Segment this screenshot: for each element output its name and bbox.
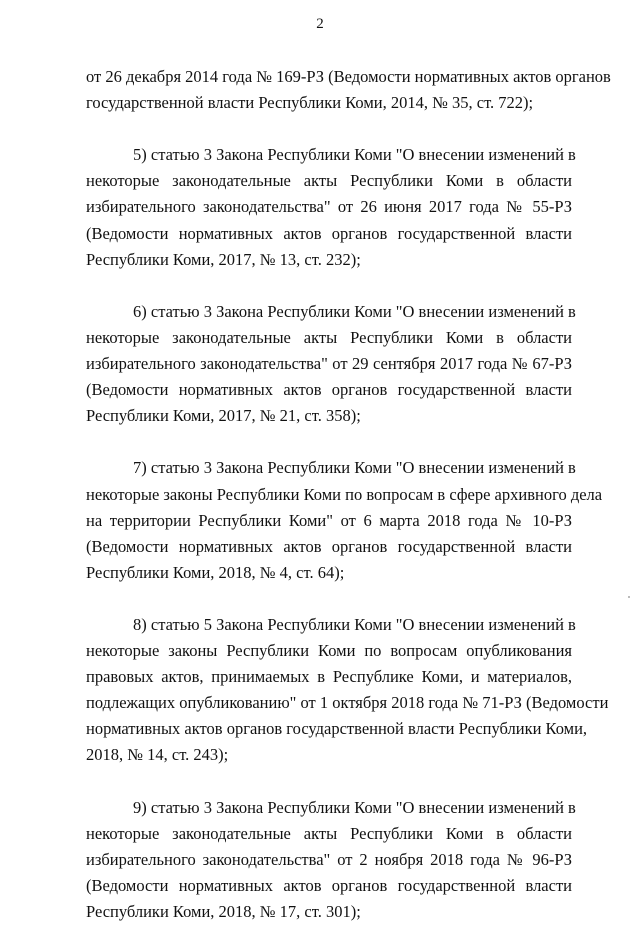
text-line: подлежащих опубликованию" от 1 октября 2018 года № 71-РЗ (Ведомости	[86, 693, 609, 713]
document-body	[86, 64, 611, 925]
text-line: избирательного законодательства" от 2 ноября 2018 года № 96-РЗ	[86, 849, 572, 869]
scan-artifact	[628, 596, 630, 598]
text-line: государственной власти Республики Коми, 2014, № 35, ст. 722);	[86, 93, 534, 113]
text-line: от 26 декабря 2014 года № 169-РЗ (Ведомости нормативных актов органов	[86, 67, 611, 86]
paragraph-first-line: 6) статью 3 Закона Республики Коми "О внесении изменений в	[133, 301, 576, 321]
text-line: (Ведомости нормативных актов органов государственной власти	[86, 875, 572, 895]
text-line: Республики Коми, 2018, № 4, ст. 64);	[86, 562, 345, 582]
text-line: Республики Коми, 2018, № 17, ст. 301);	[86, 902, 361, 921]
text-line: избирательного законодательства" от 26 июня 2017 года № 55-РЗ	[86, 197, 572, 217]
text-line: на территории Республики Коми" от 6 марта 2018 года № 10-РЗ	[86, 510, 572, 530]
text-line: (Ведомости нормативных актов органов государственной власти	[86, 536, 572, 556]
text-line: нормативных актов органов государственной власти Республики Коми,	[86, 719, 588, 739]
text-line: (Ведомости нормативных актов органов государственной власти	[86, 223, 572, 243]
text-line: избирательного законодательства" от 29 сентября 2017 года № 67-РЗ	[86, 354, 572, 374]
text-line: Республики Коми, 2017, № 13, ст. 232);	[86, 249, 361, 269]
text-line: некоторые законы Республики Коми по вопросам в сфере архивного дела	[86, 484, 603, 504]
paragraph-first-line: 9) статью 3 Закона Республики Коми "О внесении изменений в	[133, 797, 576, 817]
paragraph-first-line: 5) статью 3 Закона Республики Коми "О внесении изменений в	[133, 145, 576, 165]
paragraph-gap	[86, 586, 572, 612]
paragraph-gap	[86, 116, 572, 142]
text-line: правовых актов, принимаемых в Республике Коми, и материалов,	[86, 667, 572, 687]
text-line: 2018, № 14, ст. 243);	[86, 745, 229, 765]
page-number: 2	[316, 16, 324, 32]
text-line: (Ведомости нормативных актов органов государственной власти	[86, 380, 572, 400]
text-line: некоторые законодательные акты Республики Коми в области	[86, 327, 572, 347]
paragraph-first-line: 8) статью 5 Закона Республики Коми "О внесении изменений в	[133, 614, 576, 634]
text-line: Республики Коми, 2017, № 21, ст. 358);	[86, 406, 361, 426]
paragraph-first-line: 7) статью 3 Закона Республики Коми "О внесении изменений в	[133, 458, 576, 478]
text-line: некоторые законы Республики Коми по вопросам опубликования	[86, 641, 572, 661]
paragraph-gap	[86, 429, 572, 455]
text-line: некоторые законодательные акты Республики Коми в области	[86, 823, 572, 843]
paragraph-gap	[86, 769, 572, 795]
paragraph-gap	[86, 273, 572, 299]
text-line: некоторые законодательные акты Республики Коми в области	[86, 171, 572, 191]
